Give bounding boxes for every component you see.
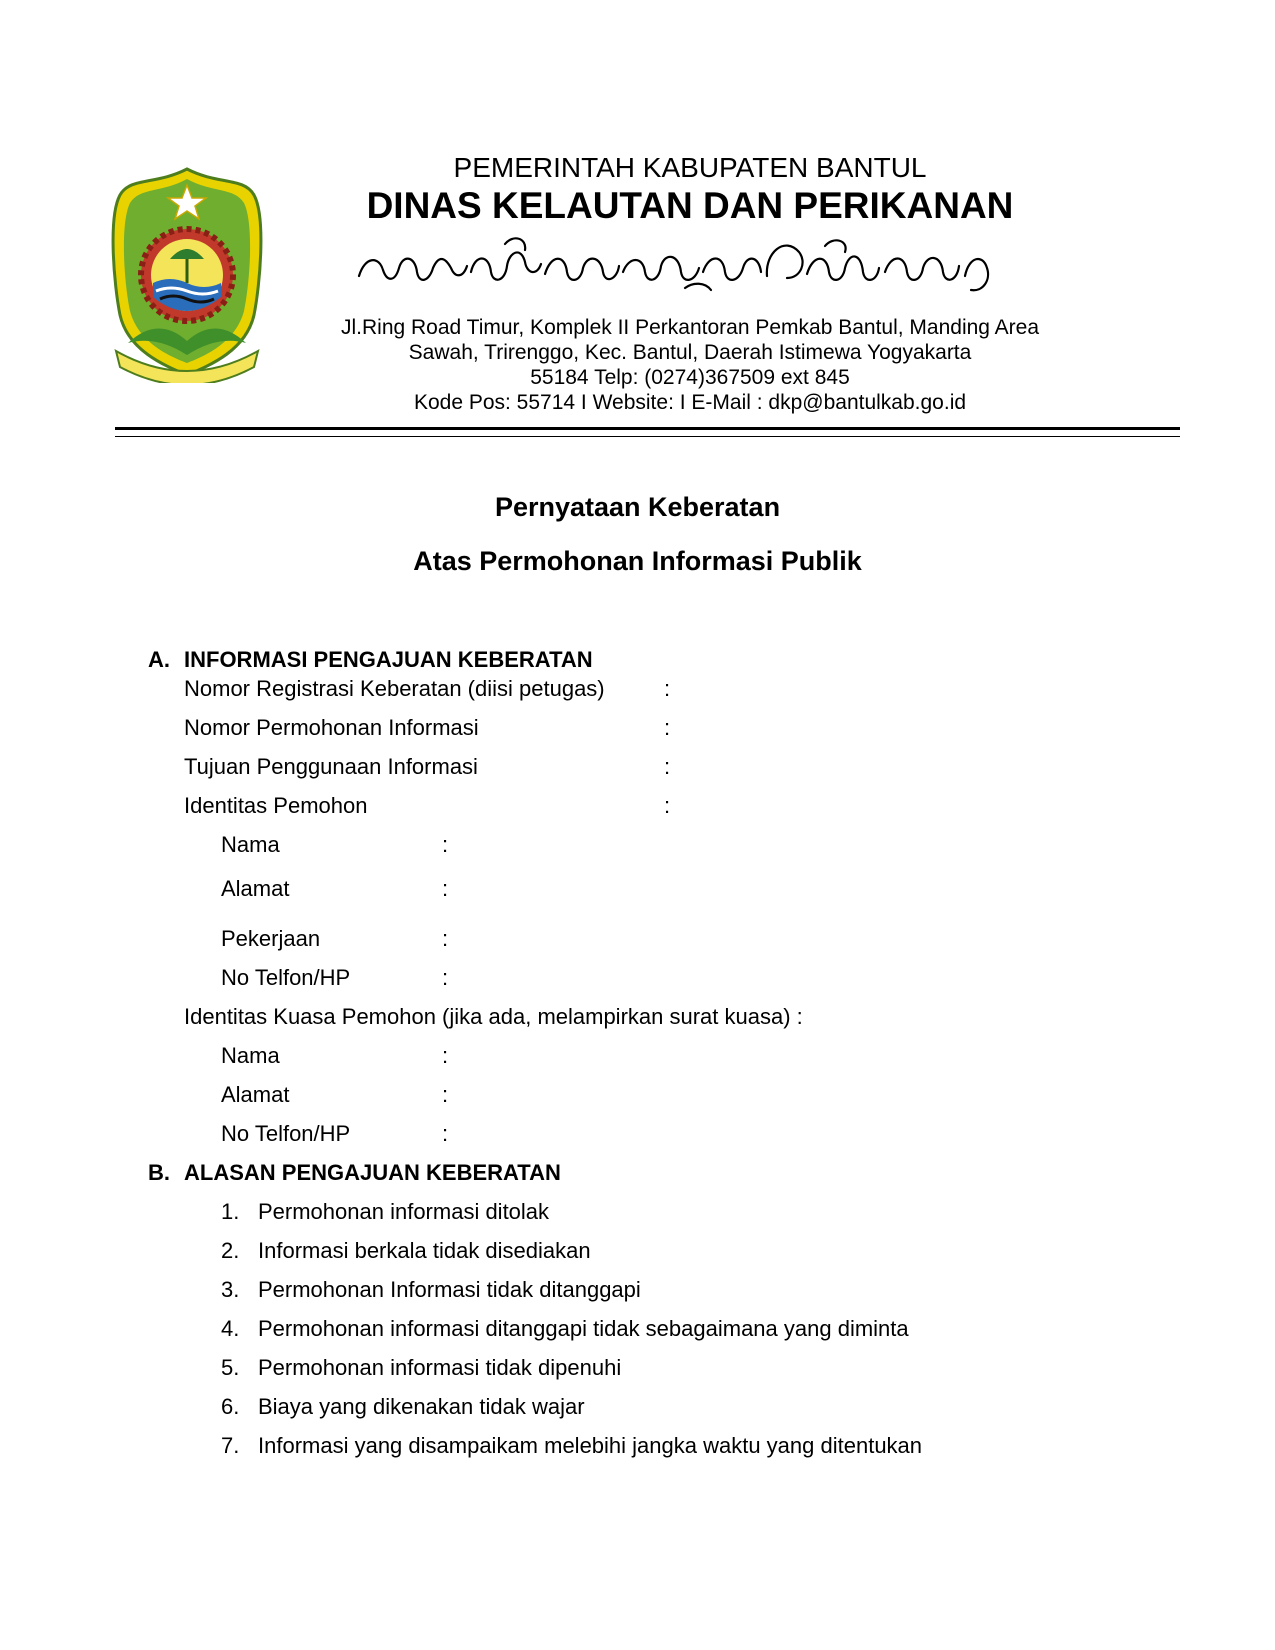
field-label-request-number: Nomor Permohonan Informasi (184, 715, 479, 740)
document-subtitle: Atas Permohonan Informasi Publik (413, 546, 862, 576)
reason-text: Permohonan informasi tidak dipenuhi (258, 1355, 622, 1380)
field-colon: : (664, 676, 671, 701)
field-colon: : (664, 715, 671, 740)
field-label-registration-number: Nomor Registrasi Keberatan (diisi petugas) (184, 676, 605, 701)
field-colon: : (442, 926, 449, 951)
reason-text: Permohonan Informasi tidak ditanggapi (258, 1277, 641, 1302)
reason-text: Informasi yang disampaikam melebihi jangka waktu yang ditentukan (258, 1433, 923, 1458)
proxy-address-label: Alamat (221, 1082, 290, 1107)
applicant-phone-label: No Telfon/HP (221, 965, 351, 990)
reason-number: 5. (221, 1355, 240, 1380)
section-a-letter: A. (148, 647, 170, 672)
field-colon: : (442, 1043, 449, 1068)
section-a-heading: INFORMASI PENGAJUAN KEBERATAN (184, 647, 593, 672)
letterhead-rule-thick (115, 427, 1180, 430)
proxy-phone-label: No Telfon/HP (221, 1121, 351, 1146)
javanese-script-department-name (355, 232, 995, 294)
address-line-3: 55184 Telp: (0274)367509 ext 845 (530, 366, 850, 389)
reason-text: Biaya yang dikenakan tidak wajar (258, 1394, 585, 1419)
reason-number: 7. (221, 1433, 240, 1458)
applicant-occupation-label: Pekerjaan (221, 926, 321, 951)
reason-number: 6. (221, 1394, 240, 1419)
field-colon: : (664, 793, 671, 818)
field-label-applicant-identity: Identitas Pemohon (184, 793, 368, 818)
reason-number: 3. (221, 1277, 240, 1302)
reason-text: Permohonan informasi ditanggapi tidak sebagaimana yang diminta (258, 1316, 909, 1341)
address-line-1: Jl.Ring Road Timur, Komplek II Perkantoran Pemkab Bantul, Manding Area (340, 316, 1040, 339)
field-colon: : (442, 1121, 449, 1146)
reason-number: 2. (221, 1238, 240, 1263)
section-b-letter: B. (148, 1160, 170, 1185)
reason-number: 1. (221, 1199, 240, 1224)
reason-number: 4. (221, 1316, 240, 1341)
field-colon: : (442, 876, 449, 901)
department-name: DINAS KELAUTAN DAN PERIKANAN (366, 185, 1014, 226)
section-b-heading: ALASAN PENGAJUAN KEBERATAN (184, 1160, 561, 1185)
document-title: Pernyataan Keberatan (494, 492, 781, 522)
field-colon: : (664, 754, 671, 779)
government-name: PEMERINTAH KABUPATEN BANTUL (453, 152, 927, 183)
applicant-address-label: Alamat (221, 876, 290, 901)
reason-text: Permohonan informasi ditolak (258, 1199, 550, 1224)
reason-text: Informasi berkala tidak disediakan (258, 1238, 591, 1263)
address-line-2: Sawah, Trirenggo, Kec. Bantul, Daerah Istimewa Yogyakarta (408, 341, 972, 364)
bantul-regency-emblem-logo (108, 165, 266, 383)
proxy-identity-heading: Identitas Kuasa Pemohon (jika ada, melampirkan surat kuasa) : (184, 1004, 803, 1029)
field-colon: : (442, 965, 449, 990)
proxy-name-label: Nama (221, 1043, 280, 1068)
address-line-4: Kode Pos: 55714 I Website: I E-Mail : dkp@bantulkab.go.id (413, 391, 967, 414)
field-colon: : (442, 1082, 449, 1107)
letterhead-rule-thin (115, 436, 1180, 437)
field-colon: : (442, 832, 449, 857)
applicant-name-label: Nama (221, 832, 280, 857)
field-label-purpose: Tujuan Penggunaan Informasi (184, 754, 478, 779)
